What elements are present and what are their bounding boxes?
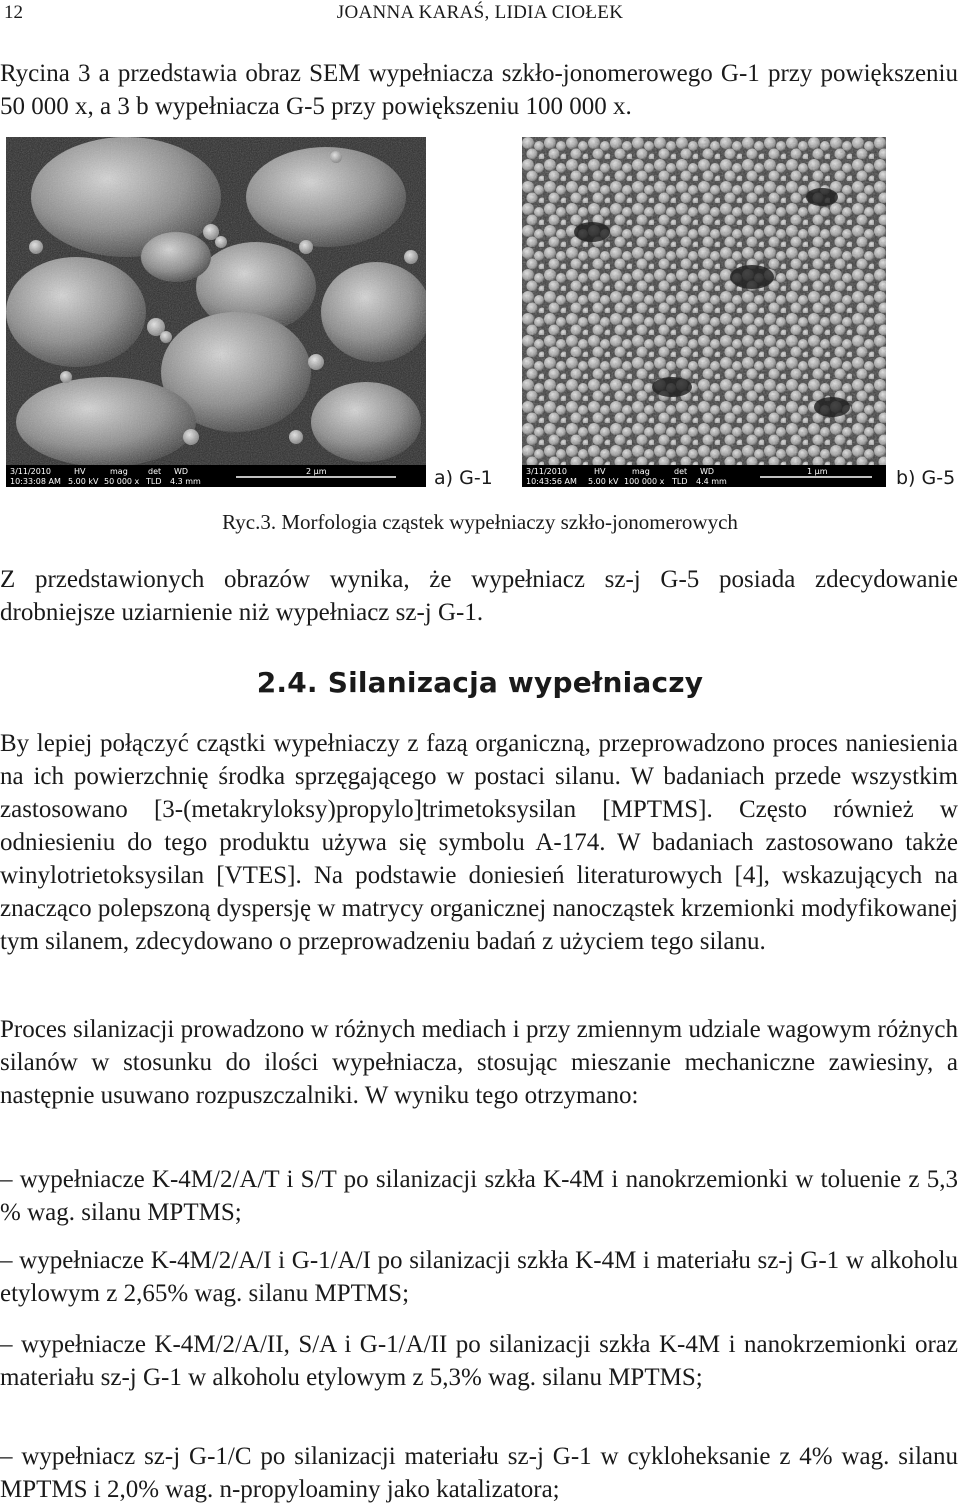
sem-b-hv-label: HV [594, 467, 606, 476]
sem-b-det: TLD [672, 477, 688, 486]
list-item: – wypełniacze K-4M/2/A/T i S/T po silanizacji szkła K-4M i nanokrzemionki w toluenie z 5,3 % wag. silanu MPTMS; [0, 1166, 958, 1226]
sem-image-g5 [522, 137, 886, 487]
figure-caption: Ryc.3. Morfologia cząstek wypełniaczy szkło-jonomerowych [222, 510, 738, 534]
sem-b-mag: 100 000 x [624, 477, 665, 486]
list-item: – wypełniacze K-4M/2/A/II, S/A i G-1/A/II po silanizacji szkła K-4M i nanokrzemionki oraz materiału sz-j G-1 w alkoholu etylowym z 5,3% wag. silanu MPTMS; [0, 1331, 958, 1391]
running-head [0, 0, 960, 28]
conclusion-paragraph: Z przedstawionych obrazów wynika, że wypełniacz sz-j G-5 posiada zdecydowanie drobniejsze uziarnienie niż wypełniacz sz-j G-1. [0, 566, 958, 626]
figure-sem-images [0, 133, 960, 493]
sem-b-wd: 4.4 mm [696, 477, 727, 486]
paragraph-silanization-process: Proces silanizacji prowadzono w różnych mediach i przy zmiennym udziale wagowym różnych silanów w stosunku do ilości wypełniacza, stosując mieszanie mechaniczne zawiesiny, a następnie usuwano rozpuszczalniki. W wyniku tego otrzymano: [0, 1016, 958, 1109]
sem-b-scale: 1 µm [807, 467, 828, 476]
sem-a-mag: 50 000 x [104, 477, 140, 486]
sem-image-g1 [6, 137, 426, 487]
list-item: – wypełniacze K-4M/2/A/I i G-1/A/I po silanizacji szkła K-4M i materiału sz-j G-1 w alkoholu etylowym z 2,65% wag. silanu MPTMS; [0, 1247, 958, 1307]
sem-a-scale: 2 µm [306, 467, 327, 476]
figure-label-b: b) G-5 [896, 467, 956, 489]
paragraph-silanization-intro: By lepiej połączyć cząstki wypełniaczy z fazą organiczną, przeprowadzono proces naniesienia na ich powierzchnię środka sprzęgającego w postaci silanu. W badaniach przede wszystkim zastosowano [3-(metakryloksy)propylo]trimetoksysilan [MPTMS]. Często również w odniesieniu do tego produktu używa się symbolu A-174. W badaniach zastosowano także winylotrietoksysilan [VTES]. Na podstawie doniesień literaturowych [4], wskazujących na znacząco polepszoną dyspersję w matrycy organicznej nanocząstek krzemionki modyfikowanej tym silanem, zdecydowano o przeprowadzeniu badań z użyciem tego silanu. [0, 730, 958, 955]
sem-image-g5-graphic [522, 137, 886, 487]
sem-a-det-label: det [148, 467, 162, 476]
sem-a-wd-label: WD [174, 467, 189, 476]
figure-label-a: a) G-1 [434, 467, 493, 489]
list-item: – wypełniacz sz-j G-1/C po silanizacji materiału sz-j G-1 w cykloheksanie z 4% wag. silanu MPTMS i 2,0% wag. n-propyloaminy jako katalizatora; [0, 1443, 958, 1503]
sem-a-hv: 5.00 kV [68, 477, 99, 486]
sem-a-time: 10:33:08 AM [10, 477, 61, 486]
sem-b-date: 3/11/2010 [526, 467, 568, 476]
sem-a-date: 3/11/2010 [10, 467, 52, 476]
sem-b-mag-label: mag [632, 467, 650, 476]
sem-b-hv: 5.00 kV [588, 477, 619, 486]
sem-a-wd: 4.3 mm [170, 477, 201, 486]
page-number: 12 [4, 2, 23, 23]
sem-b-det-label: det [674, 467, 688, 476]
sem-b-wd-label: WD [700, 467, 715, 476]
running-head-authors: JOANNA KARAŚ, LIDIA CIOŁEK [336, 2, 624, 23]
sem-a-mag-label: mag [110, 467, 128, 476]
intro-paragraph: Rycina 3 a przedstawia obraz SEM wypełniacza szkło-jonomerowego G-1 przy powiększeniu 50 000 x, a 3 b wypełniacza G-5 przy powiększeniu 100 000 x. [0, 60, 958, 120]
sem-b-time: 10:43:56 AM [526, 477, 577, 486]
section-heading: 2.4. Silanizacja wypełniaczy [256, 666, 704, 699]
sem-image-g1-graphic [6, 137, 426, 487]
sem-a-det: TLD [146, 477, 162, 486]
sem-a-hv-label: HV [74, 467, 86, 476]
